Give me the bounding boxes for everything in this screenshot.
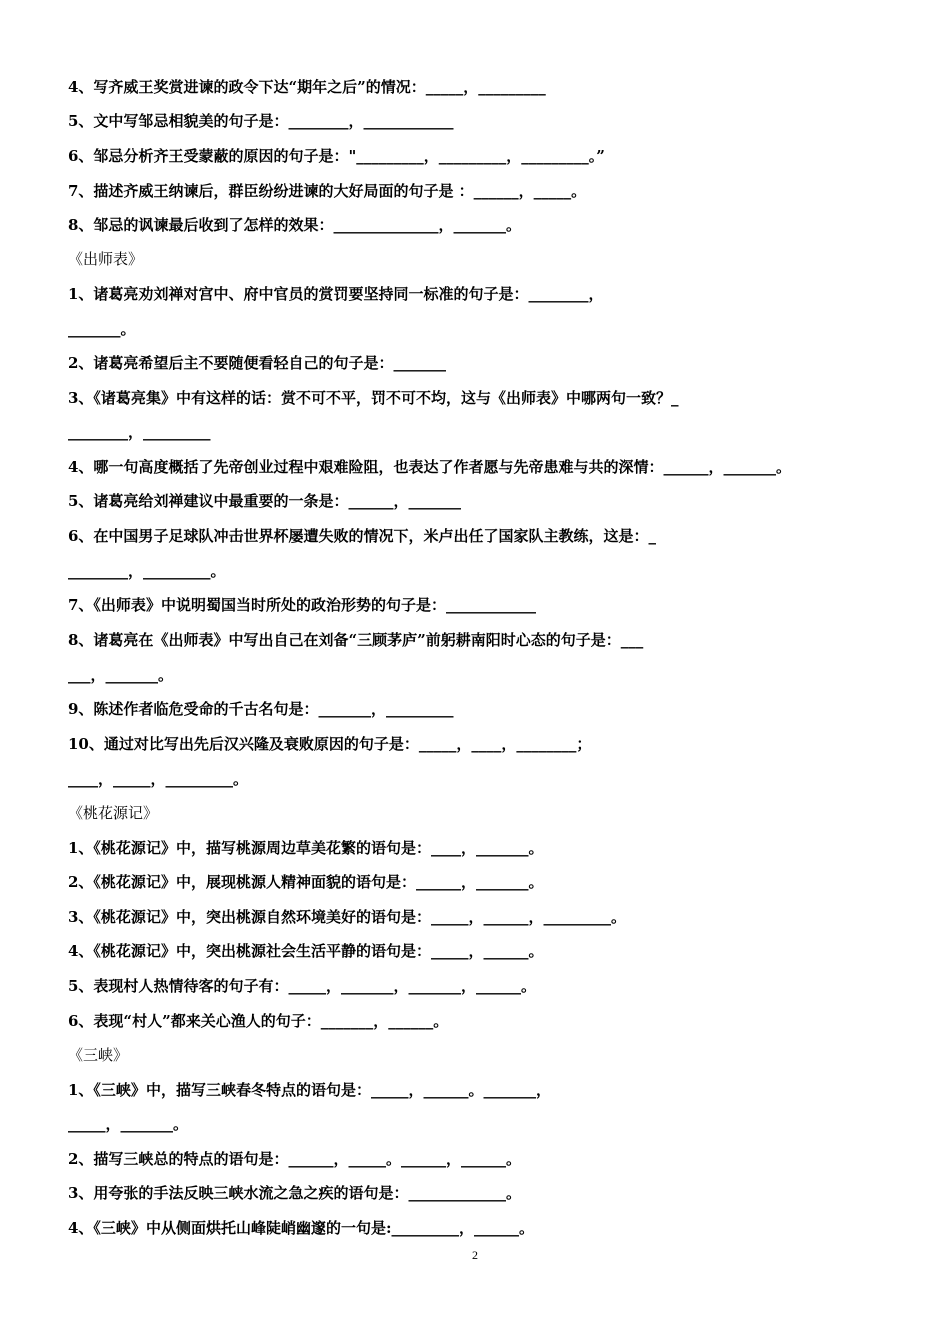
question-line: 7、描述齐威王纳谏后，群臣纷纷进谏的大好局面的句子是 ：______，_____。 bbox=[68, 182, 587, 200]
question-line: 2、诸葛亮希望后主不要随便看轻自己的句子是：_______ bbox=[68, 354, 446, 372]
question-line: 1、《三峡》中，描写三峡春冬特点的语句是：_____，______。_______， bbox=[68, 1081, 551, 1099]
answer-blank-line: ________，_________ bbox=[68, 423, 211, 441]
answer-blank-line: ____，_____，_________。 bbox=[68, 770, 249, 788]
question-line: 1、《桃花源记》中，描写桃源周边草美花繁的语句是：____，_______。 bbox=[68, 839, 544, 857]
question-line: 9、陈述作者临危受命的千古名句是：_______，_________ bbox=[68, 700, 454, 718]
question-line: 10、通过对比写出先后汉兴隆及衰败原因的句子是：_____，____，________； bbox=[68, 735, 592, 753]
question-line: 5、文中写邹忌相貌美的句子是：________，____________ bbox=[68, 112, 454, 130]
answer-blank-line: _______。 bbox=[68, 320, 136, 338]
question-line: 5、诸葛亮给刘禅建议中最重要的一条是：______，_______ bbox=[68, 492, 461, 510]
question-line: 6、表现“村人”都来关心渔人的句子：_______，______。 bbox=[68, 1012, 449, 1030]
question-line: 8、邹忌的讽谏最后收到了怎样的效果：______________，_______。 bbox=[68, 216, 521, 234]
question-line: 1、诸葛亮劝刘禅对宫中、府中官员的赏罚要坚持同一标准的句子是：________， bbox=[68, 285, 604, 303]
question-line: 6、邹忌分析齐王受蒙蔽的原因的句子是："_________，_________，_________。” bbox=[68, 147, 605, 165]
question-line: 8、诸葛亮在《出师表》中写出自己在刘备“三顾茅庐”前躬耕南阳时心态的句子是：___ bbox=[68, 631, 644, 649]
section-heading: 《桃花源记》 bbox=[68, 804, 159, 822]
question-line: 3、用夸张的手法反映三峡水流之急之疾的语句是：_____________。 bbox=[68, 1184, 521, 1202]
section-heading: 《出师表》 bbox=[68, 250, 144, 268]
question-line: 4、《三峡》中从侧面烘托山峰陡峭幽邃的一句是:_________，______。 bbox=[68, 1219, 534, 1237]
page-number: 2 bbox=[472, 1248, 478, 1262]
question-line: 4、哪一句高度概括了先帝创业过程中艰难险阻，也表达了作者愿与先帝患难与共的深情：______，_______。 bbox=[68, 458, 791, 476]
question-line: 6、在中国男子足球队冲击世界杯屡遭失败的情况下，米卢出任了国家队主教练，这是：_ bbox=[68, 527, 656, 545]
question-line: 4、写齐威王奖赏进谏的政令下达“期年之后”的情况：_____，_________ bbox=[68, 78, 546, 96]
question-line: 5、表现村人热情待客的句子有：_____，_______，_______，______。 bbox=[68, 977, 536, 995]
answer-blank-line: ___，_______。 bbox=[68, 666, 174, 684]
question-line: 3、《诸葛亮集》中有这样的话：赏不可不平，罚不可不均，这与《出师表》中哪两句一致？_ bbox=[68, 389, 679, 407]
section-heading: 《三峡》 bbox=[68, 1046, 129, 1064]
question-line: 7、《出师表》中说明蜀国当时所处的政治形势的句子是：____________ bbox=[68, 596, 536, 614]
answer-blank-line: ________，_________。 bbox=[68, 562, 226, 580]
answer-blank-line: _____，_______。 bbox=[68, 1115, 189, 1133]
question-line: 4、《桃花源记》中，突出桃源社会生活平静的语句是：_____，______。 bbox=[68, 942, 544, 960]
question-line: 3、《桃花源记》中，突出桃源自然环境美好的语句是：_____，______，_________。 bbox=[68, 908, 626, 926]
question-line: 2、《桃花源记》中，展现桃源人精神面貌的语句是：______，_______。 bbox=[68, 873, 544, 891]
question-line: 2、描写三峡总的特点的语句是：______，_____。______，______。 bbox=[68, 1150, 521, 1168]
